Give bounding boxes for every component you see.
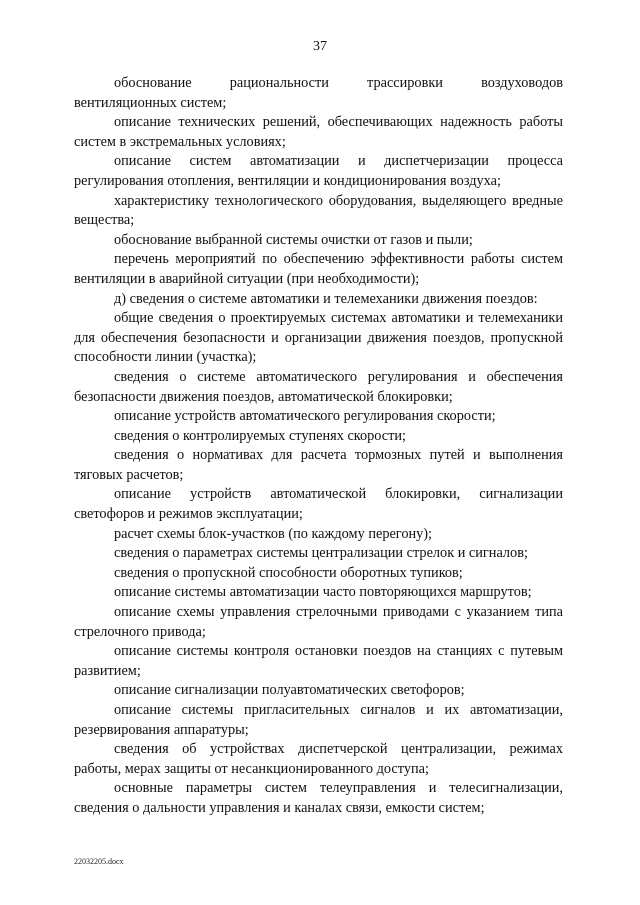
paragraph: описание устройств автоматического регулирования скорости; [114,408,496,425]
document-body [74,74,563,819]
paragraph: основные параметры систем телеуправления и телесигнализации, сведения о дальности управления и каналах связи, емкости систем; [74,780,563,816]
paragraph: обоснование рациональности трассировки воздуховодов вентиляционных систем; [74,75,563,111]
footer-filename: 22032205.docx [74,857,124,866]
paragraph: сведения о контролируемых ступенях скорости; [114,427,407,444]
paragraph: описание схемы управления стрелочными приводами с указанием типа стрелочного привода; [74,604,563,640]
paragraph: описание технических решений, обеспечивающих надежность работы систем в экстремальных условиях; [74,114,563,150]
paragraph: сведения о пропускной способности оборотных тупиков; [114,564,463,581]
paragraph: сведения о нормативах для расчета тормозных путей и выполнения тяговых расчетов; [74,447,563,483]
paragraph: перечень мероприятий по обеспечению эффективности работы систем вентиляции в аварийной ситуации (при необходимости); [74,251,563,287]
paragraph: характеристику технологического оборудования, выделяющего вредные вещества; [74,192,563,229]
paragraph: сведения о параметрах системы централизации стрелок и сигналов; [114,545,528,562]
paragraph: обоснование выбранной системы очистки от газов и пыли; [114,231,473,248]
paragraph: д) сведения о системе автоматики и телемеханики движения поездов: [114,290,538,307]
paragraph: расчет схемы блок-участков (по каждому перегону); [114,525,433,542]
paragraph: описание систем автоматизации и диспетчеризации процесса регулирования отопления, вентиляции и кондиционирования воздуха; [74,153,563,189]
paragraph: описание сигнализации полуавтоматических светофоров; [114,682,465,699]
page-number: 37 [313,39,327,54]
paragraph: описание системы автоматизации часто повторяющихся маршрутов; [114,584,532,601]
paragraph: общие сведения о проектируемых системах автоматики и телемеханики для обеспечения безопасности и организации движения поездов, пропускной способности линии (участка); [74,310,563,366]
paragraph: описание устройств автоматической блокировки, сигнализации светофоров и режимов эксплуатации; [74,486,563,523]
paragraph: описание системы пригласительных сигналов и их автоматизации, резервирования аппаратуры; [74,702,563,738]
paragraph: описание системы контроля остановки поездов на станциях с путевым развитием; [74,643,563,679]
paragraph: сведения об устройствах диспетчерской централизации, режимах работы, мерах защиты от несанкционированного доступа; [74,741,563,777]
paragraph: сведения о системе автоматического регулирования и обеспечения безопасности движения поездов, автоматической блокировки; [74,368,563,405]
